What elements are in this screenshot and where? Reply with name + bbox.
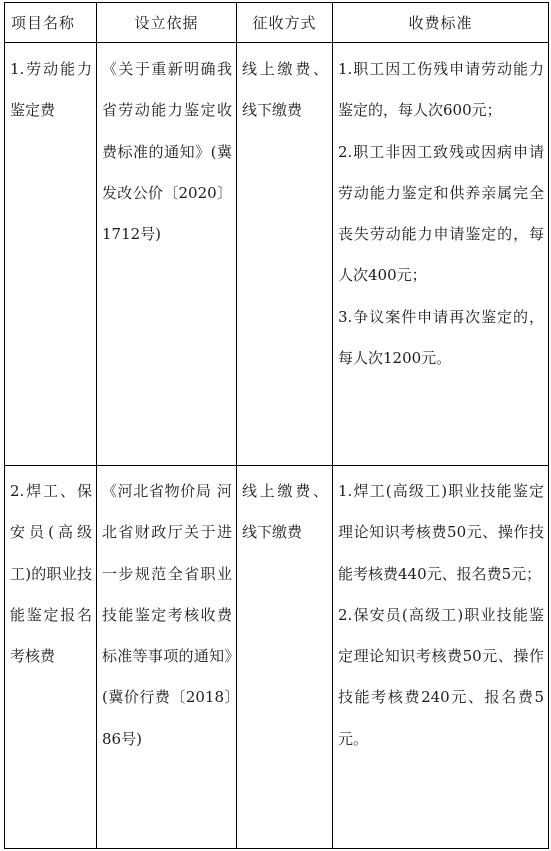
standard-item: 1.焊工(高级工)职业技能鉴定理论知识考核费50元、操作技能考核费440元、报名费5元； xyxy=(338,482,544,583)
header-basis: 设立依据 xyxy=(97,3,237,43)
table-row xyxy=(5,466,549,849)
standard-list xyxy=(333,43,548,379)
standard-cell xyxy=(333,466,549,849)
standard-list xyxy=(333,466,548,760)
standard-item: 2.职工非因工致残或因病申请劳动能力鉴定和供养亲属完全丧失劳动能力申请鉴定的，每人次400元； xyxy=(338,142,544,285)
header-item-name: 项目名称 xyxy=(5,3,97,43)
item-name-text: 2.焊工、保安员(高级工)的职业技能鉴定报名考核费 xyxy=(10,482,92,666)
standard-item: 1.职工因工伤残申请劳动能力鉴定的，每人次600元； xyxy=(338,60,544,120)
header-fee-standard: 收费标准 xyxy=(333,3,549,43)
table-row xyxy=(5,43,549,466)
method-text: 线上缴费、线下缴费 xyxy=(242,60,328,120)
fee-table xyxy=(4,2,549,849)
standard-item: 3.争议案件申请再次鉴定的，每人次1200元。 xyxy=(338,307,544,368)
basis-cell xyxy=(97,43,237,466)
basis-cell xyxy=(97,466,237,849)
basis-text: 《河北省物价局 河北省财政厅关于进一步规范全省职业技能鉴定考核收费标准等事项的通知》(冀价行费〔2018〕86号) xyxy=(102,482,232,748)
header-collection-method: 征收方式 xyxy=(237,3,333,43)
method-cell xyxy=(237,43,333,466)
item-name-cell xyxy=(5,466,97,849)
standard-item: 2.保安员(高级工)职业技能鉴定理论知识考核费50元、操作技能考核费240元、报名费5元。 xyxy=(338,605,544,748)
method-text: 线上缴费、线下缴费 xyxy=(242,482,328,542)
item-name-cell xyxy=(5,43,97,466)
method-cell xyxy=(237,466,333,849)
basis-text: 《关于重新明确我省劳动能力鉴定收费标准的通知》(冀发改公价〔2020〕1712号) xyxy=(102,60,232,244)
item-name-text: 1.劳动能力鉴定费 xyxy=(10,60,92,120)
table-header-row xyxy=(5,3,549,43)
standard-cell xyxy=(333,43,549,466)
